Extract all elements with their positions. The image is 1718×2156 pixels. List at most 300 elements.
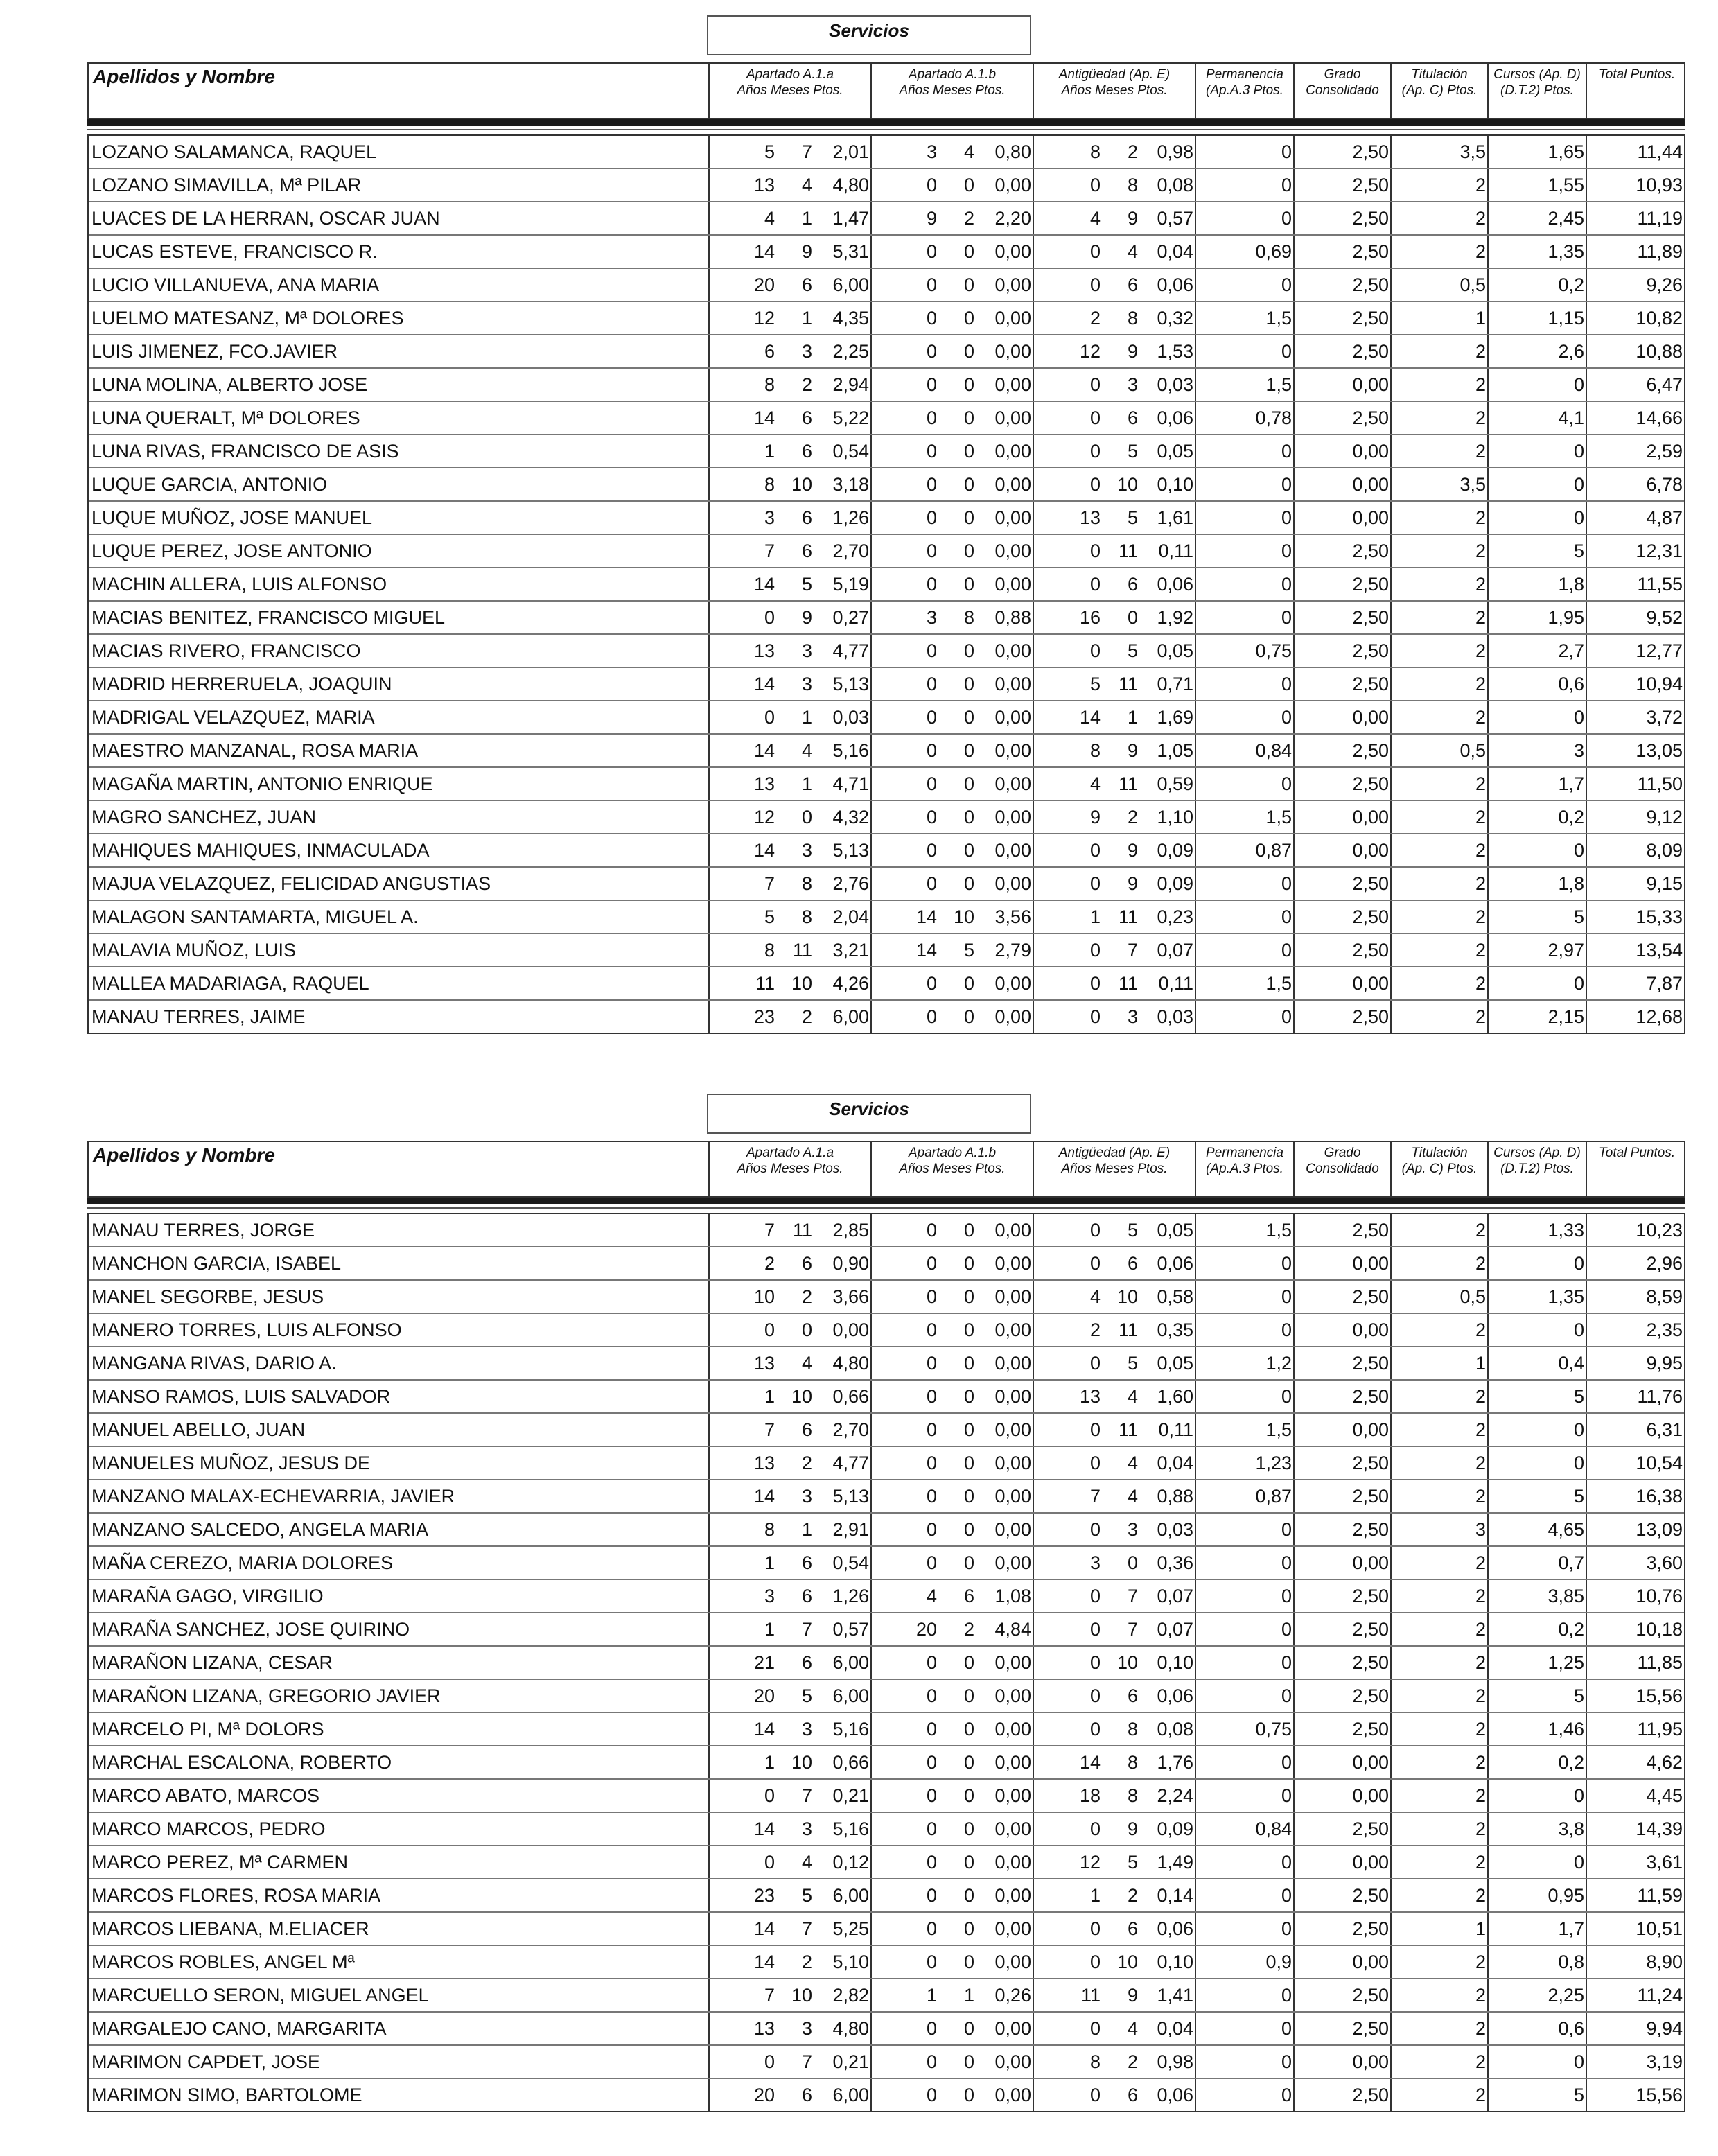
column-divider — [1487, 1746, 1489, 1778]
table-cell-value: 11 — [755, 973, 775, 994]
table-cell-value: 2 — [1475, 940, 1486, 961]
table-cell-value: 6 — [1127, 407, 1138, 428]
table-cell-value: 6 — [801, 1652, 812, 1673]
table-cell-value: 0,98 — [1157, 2051, 1193, 2072]
table-cell-value: 4,77 — [832, 640, 869, 661]
table-cell-value: 8,09 — [1646, 840, 1683, 861]
column-divider — [1195, 1381, 1196, 1412]
table-cell-value: 2 — [1475, 1419, 1486, 1440]
table-cell-value: 2 — [801, 1286, 812, 1307]
table-cell-value: 0 — [963, 374, 974, 395]
table-cell-value: 2 — [1475, 1453, 1486, 1473]
table-cell-value: 6 — [764, 341, 775, 362]
table-cell-value: 0,00 — [994, 807, 1031, 827]
table-cell-value: 5 — [1127, 1852, 1138, 1873]
table-cell-value: 10,76 — [1636, 1586, 1683, 1606]
table-cell-value: 5,13 — [832, 1486, 869, 1507]
table-cell-value: 4 — [1127, 241, 1138, 262]
table-cell-value: 0,00 — [1352, 441, 1389, 462]
table-cell-value: 0 — [963, 1719, 974, 1739]
table-cell-value: 0,00 — [994, 1552, 1031, 1573]
table-cell-value: 9 — [1127, 208, 1138, 229]
table-cell-value: 2 — [1475, 773, 1486, 794]
person-name: LUQUE PEREZ, JOSE ANTONIO — [91, 541, 372, 561]
table-cell-value: 1,2 — [1265, 1353, 1292, 1374]
person-name: LUNA QUERALT, Mª DOLORES — [91, 407, 360, 428]
column-header-antig-line: Años Meses Ptos. — [1061, 83, 1168, 98]
table-cell-value: 1,95 — [1548, 607, 1584, 628]
column-divider — [1293, 701, 1295, 733]
table-cell-value: 7 — [764, 873, 775, 894]
table-cell-value: 0 — [1573, 2051, 1584, 2072]
table-cell-value: 9 — [1127, 740, 1138, 761]
table-cell-value: 0 — [926, 1519, 937, 1540]
table-cell-value: 0,87 — [1255, 1486, 1292, 1507]
table-cell-value: 14 — [753, 1952, 775, 1972]
table-cell-value: 0 — [1281, 674, 1292, 694]
column-divider — [1487, 934, 1489, 966]
table-cell-value: 0 — [1573, 973, 1584, 994]
column-header-perm-line: Permanencia — [1206, 1146, 1283, 1160]
table-cell-value: 7 — [801, 1619, 812, 1640]
table-cell-value: 0,09 — [1157, 873, 1193, 894]
column-divider — [1487, 2046, 1489, 2078]
table-cell-value: 14 — [753, 1719, 775, 1739]
column-header-titul-line: (Ap. C) Ptos. — [1401, 1162, 1478, 1176]
person-name: MAGRO SANCHEZ, JUAN — [91, 807, 317, 827]
table-cell-value: 0,00 — [994, 1253, 1031, 1274]
table-cell-value: 3 — [1127, 1519, 1138, 1540]
table-row — [89, 1645, 1684, 1679]
table-cell-value: 2,50 — [1352, 906, 1389, 927]
table-cell-value: 8 — [1127, 308, 1138, 328]
table-cell-value: 0 — [963, 1685, 974, 1706]
column-divider — [1195, 1214, 1196, 1246]
table-cell-value: 0 — [1573, 1852, 1584, 1873]
table-cell-value: 15,33 — [1636, 906, 1683, 927]
table-cell-value: 20 — [753, 1685, 775, 1706]
table-cell-value: 0 — [926, 1918, 937, 1939]
table-cell-value: 12 — [1079, 1852, 1101, 1873]
column-divider — [1293, 236, 1295, 268]
table-cell-value: 10 — [791, 1752, 812, 1773]
table-cell-value: 7 — [801, 141, 812, 162]
column-divider — [1390, 302, 1392, 334]
column-divider — [1195, 1780, 1196, 1812]
column-divider — [1586, 369, 1587, 401]
table-cell-value: 0 — [1089, 1685, 1101, 1706]
table-cell-value: 2,50 — [1352, 773, 1389, 794]
table-cell-value: 0 — [926, 574, 937, 595]
table-row — [89, 900, 1684, 933]
column-divider — [1487, 735, 1489, 766]
table-row — [89, 2044, 1684, 2078]
table-cell-value: 1 — [1127, 707, 1138, 728]
column-divider — [1293, 1514, 1295, 1545]
table-cell-value: 0 — [963, 1220, 974, 1241]
column-divider — [1195, 335, 1196, 367]
table-cell-value: 1,5 — [1265, 973, 1292, 994]
table-cell-value: 0 — [1281, 707, 1292, 728]
table-cell-value: 0,00 — [994, 773, 1031, 794]
column-divider — [1487, 468, 1489, 500]
table-cell-value: 1,08 — [994, 1586, 1031, 1606]
column-header-total — [1586, 64, 1687, 118]
column-divider — [1390, 735, 1392, 766]
table-cell-value: 0 — [926, 773, 937, 794]
column-divider — [1390, 1580, 1392, 1612]
table-cell-value: 1,5 — [1265, 374, 1292, 395]
table-cell-value: 3 — [801, 1719, 812, 1739]
table-cell-value: 23 — [753, 1006, 775, 1027]
column-divider — [1586, 302, 1587, 334]
table-cell-value: 0,54 — [832, 1552, 869, 1573]
table-cell-value: 0 — [1089, 1220, 1101, 1241]
table-cell-value: 4,80 — [832, 175, 869, 195]
table-cell-value: 0,00 — [994, 1918, 1031, 1939]
table-cell-value: 0,10 — [1157, 474, 1193, 495]
column-divider — [1487, 1547, 1489, 1579]
table-row — [89, 1545, 1684, 1579]
person-name: MANAU TERRES, JAIME — [91, 1006, 306, 1027]
table-cell-value: 0 — [1089, 474, 1101, 495]
column-divider — [1586, 1381, 1587, 1412]
column-divider — [1293, 668, 1295, 700]
table-cell-value: 23 — [753, 1885, 775, 1906]
table-cell-value: 1 — [764, 1752, 775, 1773]
table-cell-value: 9,26 — [1646, 274, 1683, 295]
column-header-cursos-line: (D.T.2) Ptos. — [1500, 83, 1574, 98]
table-cell-value: 1 — [801, 1519, 812, 1540]
column-divider — [1487, 1846, 1489, 1878]
column-divider — [1390, 402, 1392, 434]
table-cell-value: 0,57 — [1157, 208, 1193, 229]
table-cell-value: 0 — [963, 1652, 974, 1673]
table-cell-value: 5 — [1127, 507, 1138, 528]
table-cell-value: 5 — [1127, 441, 1138, 462]
table-cell-value: 21 — [753, 1652, 775, 1673]
table-cell-value: 4,62 — [1646, 1752, 1683, 1773]
table-cell-value: 7 — [1089, 1486, 1101, 1507]
table-cell-value: 2,79 — [994, 940, 1031, 961]
table-cell-value: 0 — [963, 175, 974, 195]
person-name: MARCOS FLORES, ROSA MARIA — [91, 1885, 381, 1906]
table-cell-value: 0 — [1089, 840, 1101, 861]
table-cell-value: 0,7 — [1558, 1552, 1584, 1573]
table-cell-value: 6 — [801, 1419, 812, 1440]
table-cell-value: 0 — [926, 2018, 937, 2039]
table-cell-value: 0,00 — [1352, 807, 1389, 827]
person-name: LUCAS ESTEVE, FRANCISCO R. — [91, 241, 378, 262]
table-cell-value: 12,31 — [1636, 541, 1683, 561]
column-divider — [1390, 1247, 1392, 1279]
column-divider — [1390, 1447, 1392, 1479]
table-cell-value: 10 — [791, 1386, 812, 1407]
person-name: MANAU TERRES, JORGE — [91, 1220, 315, 1241]
table-row — [89, 567, 1684, 600]
column-divider — [1586, 1913, 1587, 1945]
table-cell-value: 1,8 — [1558, 574, 1584, 595]
column-divider — [1586, 735, 1587, 766]
person-name: LOZANO SIMAVILLA, Mª PILAR — [91, 175, 362, 195]
table-cell-value: 8 — [1127, 1719, 1138, 1739]
column-divider — [1487, 1480, 1489, 1512]
column-divider — [1195, 369, 1196, 401]
column-divider — [1390, 1381, 1392, 1412]
person-name: LUCIO VILLANUEVA, ANA MARIA — [91, 274, 380, 295]
table-cell-value: 0,8 — [1558, 1952, 1584, 1972]
column-divider — [1586, 701, 1587, 733]
table-cell-value: 0 — [1281, 2085, 1292, 2105]
table-cell-value: 0,03 — [1157, 374, 1193, 395]
table-cell-value: 0,4 — [1558, 1353, 1584, 1374]
table-cell-value: 12,77 — [1636, 640, 1683, 661]
column-divider — [1293, 602, 1295, 633]
table-cell-value: 0 — [926, 175, 937, 195]
column-header-a1a — [708, 1142, 870, 1196]
table-cell-value: 14 — [753, 574, 775, 595]
table-cell-value: 0,00 — [994, 1286, 1031, 1307]
column-divider — [1293, 1547, 1295, 1579]
person-name: MAJUA VELAZQUEZ, FELICIDAD ANGUSTIAS — [91, 873, 491, 894]
column-divider — [1390, 602, 1392, 633]
table-cell-value: 9 — [801, 607, 812, 628]
column-header-perm — [1195, 1142, 1293, 1196]
table-cell-value: 1 — [963, 1985, 974, 2006]
table-cell-value: 0,05 — [1157, 1220, 1193, 1241]
table-cell-value: 2 — [1475, 341, 1486, 362]
table-cell-value: 2,50 — [1352, 2018, 1389, 2039]
column-header-a1b — [870, 64, 1033, 118]
table-cell-value: 0 — [926, 2085, 937, 2105]
table-cell-value: 0 — [1089, 1652, 1101, 1673]
person-name: MARIMON CAPDET, JOSE — [91, 2051, 321, 2072]
table-cell-value: 0 — [1281, 1552, 1292, 1573]
table-cell-value: 5 — [801, 1685, 812, 1706]
table-cell-value: 0 — [1089, 1918, 1101, 1939]
table-cell-value: 15,56 — [1636, 1685, 1683, 1706]
table-cell-value: 13,54 — [1636, 940, 1683, 961]
table-cell-value: 6 — [801, 1586, 812, 1606]
table-cell-value: 8 — [1089, 2051, 1101, 2072]
column-divider — [1586, 635, 1587, 667]
table-cell-value: 0 — [1281, 1752, 1292, 1773]
table-cell-value: 0 — [1089, 640, 1101, 661]
table-cell-value: 2 — [1089, 1320, 1101, 1340]
table-cell-value: 0 — [926, 1685, 937, 1706]
column-divider — [1390, 1547, 1392, 1579]
table-cell-value: 2,45 — [1548, 208, 1584, 229]
table-cell-value: 2,50 — [1352, 1885, 1389, 1906]
table-cell-value: 9 — [1127, 1985, 1138, 2006]
column-divider — [1586, 1979, 1587, 2011]
table-cell-value: 2,50 — [1352, 407, 1389, 428]
column-divider — [1390, 535, 1392, 567]
table-cell-value: 0,00 — [994, 1453, 1031, 1473]
table-cell-value: 7 — [801, 1785, 812, 1806]
column-divider — [1487, 269, 1489, 301]
table-cell-value: 0 — [1281, 1519, 1292, 1540]
column-divider — [1390, 236, 1392, 268]
table-cell-value: 13 — [1079, 1386, 1101, 1407]
column-divider — [1293, 502, 1295, 534]
table-cell-value: 0,00 — [832, 1320, 869, 1340]
table-cell-value: 2 — [1475, 2051, 1486, 2072]
column-divider — [1293, 435, 1295, 467]
table-cell-value: 0,00 — [994, 1719, 1031, 1739]
table-cell-value: 6,00 — [832, 1652, 869, 1673]
table-cell-value: 2,50 — [1352, 1353, 1389, 1374]
table-cell-value: 0,5 — [1460, 740, 1486, 761]
table-cell-value: 5 — [764, 141, 775, 162]
column-divider — [1586, 1247, 1587, 1279]
table-cell-value: 2 — [1475, 407, 1486, 428]
column-header-name: Apellidos y Nombre — [93, 1144, 275, 1166]
column-divider — [1487, 834, 1489, 866]
column-divider — [1487, 568, 1489, 600]
column-divider — [1293, 1713, 1295, 1745]
table-cell-value: 0,00 — [994, 1386, 1031, 1407]
table-cell-value: 6,00 — [832, 1685, 869, 1706]
table-cell-value: 0 — [1089, 175, 1101, 195]
table-cell-value: 0,00 — [1352, 1253, 1389, 1274]
table-cell-value: 2 — [1475, 208, 1486, 229]
table-cell-value: 2 — [1475, 807, 1486, 827]
table-cell-value: 13 — [753, 773, 775, 794]
table-cell-value: 0 — [926, 1652, 937, 1673]
table-cell-value: 5,16 — [832, 1719, 869, 1739]
column-header-a1b — [870, 1142, 1033, 1196]
table-cell-value: 3,85 — [1548, 1586, 1584, 1606]
table-row — [89, 1246, 1684, 1279]
table-cell-value: 6 — [801, 541, 812, 561]
table-cell-value: 1,49 — [1157, 1852, 1193, 1873]
person-name: MACHIN ALLERA, LUIS ALFONSO — [91, 574, 387, 595]
column-divider — [1390, 834, 1392, 866]
table-cell-value: 3,19 — [1646, 2051, 1683, 2072]
table-cell-value: 0,00 — [994, 474, 1031, 495]
table-cell-value: 0,2 — [1558, 1619, 1584, 1640]
column-divider — [1487, 1001, 1489, 1033]
table-cell-value: 0 — [963, 574, 974, 595]
column-divider — [1390, 335, 1392, 367]
column-divider — [1195, 468, 1196, 500]
table-cell-value: 0 — [1281, 1253, 1292, 1274]
table-cell-value: 4 — [1127, 1453, 1138, 1473]
column-divider — [1195, 1879, 1196, 1911]
table-cell-value: 0,00 — [994, 640, 1031, 661]
table-cell-value: 1,69 — [1157, 707, 1193, 728]
table-cell-value: 0 — [1281, 1619, 1292, 1640]
table-cell-value: 10 — [791, 474, 812, 495]
table-cell-value: 0,06 — [1157, 2085, 1193, 2105]
table-cell-value: 1,35 — [1548, 1286, 1584, 1307]
table-cell-value: 7 — [764, 1419, 775, 1440]
table-cell-value: 2,97 — [1548, 940, 1584, 961]
table-cell-value: 9 — [801, 241, 812, 262]
column-divider — [1390, 1514, 1392, 1545]
column-divider — [1195, 1447, 1196, 1479]
table-cell-value: 0 — [1127, 607, 1138, 628]
data-table-body — [87, 1213, 1685, 2112]
table-cell-value: 3 — [926, 141, 937, 162]
table-cell-value: 0,00 — [994, 674, 1031, 694]
column-divider — [1293, 834, 1295, 866]
table-cell-value: 5 — [801, 1885, 812, 1906]
table-cell-value: 8 — [764, 474, 775, 495]
table-row — [89, 434, 1684, 467]
table-cell-value: 5 — [1573, 1685, 1584, 1706]
table-cell-value: 2 — [1475, 674, 1486, 694]
table-cell-value: 8 — [1127, 175, 1138, 195]
table-cell-value: 0 — [926, 1852, 937, 1873]
column-divider — [1390, 1480, 1392, 1512]
table-cell-value: 6,00 — [832, 1006, 869, 1027]
table-cell-value: 0 — [926, 1719, 937, 1739]
table-cell-value: 0 — [926, 1486, 937, 1507]
table-cell-value: 1,55 — [1548, 175, 1584, 195]
table-cell-value: 0,05 — [1157, 1353, 1193, 1374]
table-cell-value: 18 — [1079, 1785, 1101, 1806]
table-cell-value: 0 — [1281, 541, 1292, 561]
table-cell-value: 2,50 — [1352, 341, 1389, 362]
column-divider — [1293, 2013, 1295, 2044]
column-header-perm — [1195, 64, 1293, 118]
table-cell-value: 0,00 — [994, 707, 1031, 728]
column-divider — [1487, 1813, 1489, 1845]
column-header-total-line: Total Puntos. — [1598, 67, 1676, 82]
table-cell-value: 16,38 — [1636, 1486, 1683, 1507]
table-cell-value: 0,00 — [994, 973, 1031, 994]
column-divider — [1586, 1746, 1587, 1778]
column-header-cursos-line: Cursos (Ap. D) — [1493, 1146, 1581, 1160]
table-cell-value: 2 — [1475, 441, 1486, 462]
table-cell-value: 0,84 — [1255, 740, 1292, 761]
table-row — [89, 1679, 1684, 1712]
column-header-a1a-line: Años Meses Ptos. — [737, 1162, 843, 1176]
table-cell-value: 5 — [1127, 1353, 1138, 1374]
table-cell-value: 0,00 — [1352, 1952, 1389, 1972]
table-cell-value: 4,32 — [832, 807, 869, 827]
table-row — [89, 833, 1684, 866]
table-cell-value: 3 — [801, 640, 812, 661]
table-row — [89, 2078, 1684, 2111]
column-header-perm-line: (Ap.A.3 Ptos. — [1206, 1162, 1283, 1176]
column-divider — [1293, 967, 1295, 999]
column-header-antig-line: Años Meses Ptos. — [1061, 1162, 1168, 1176]
table-cell-value: 6,78 — [1646, 474, 1683, 495]
table-cell-value: 0 — [926, 873, 937, 894]
table-cell-value: 14,39 — [1636, 1818, 1683, 1839]
table-cell-value: 0 — [926, 1220, 937, 1241]
table-cell-value: 0 — [1573, 441, 1584, 462]
table-cell-value: 0,05 — [1157, 441, 1193, 462]
column-divider — [1293, 1214, 1295, 1246]
table-cell-value: 7 — [764, 1985, 775, 2006]
column-divider — [1487, 1347, 1489, 1379]
table-cell-value: 0,06 — [1157, 274, 1193, 295]
table-cell-value: 2,85 — [832, 1220, 869, 1241]
table-cell-value: 5 — [1573, 1386, 1584, 1407]
column-divider — [1195, 901, 1196, 933]
table-cell-value: 3 — [801, 2018, 812, 2039]
column-header-a1a — [708, 64, 870, 118]
table-cell-value: 4,1 — [1558, 407, 1584, 428]
person-name: MANZANO SALCEDO, ANGELA MARIA — [91, 1519, 429, 1540]
column-divider — [1293, 1281, 1295, 1313]
table-cell-value: 0,95 — [1548, 1885, 1584, 1906]
column-divider — [1195, 801, 1196, 833]
